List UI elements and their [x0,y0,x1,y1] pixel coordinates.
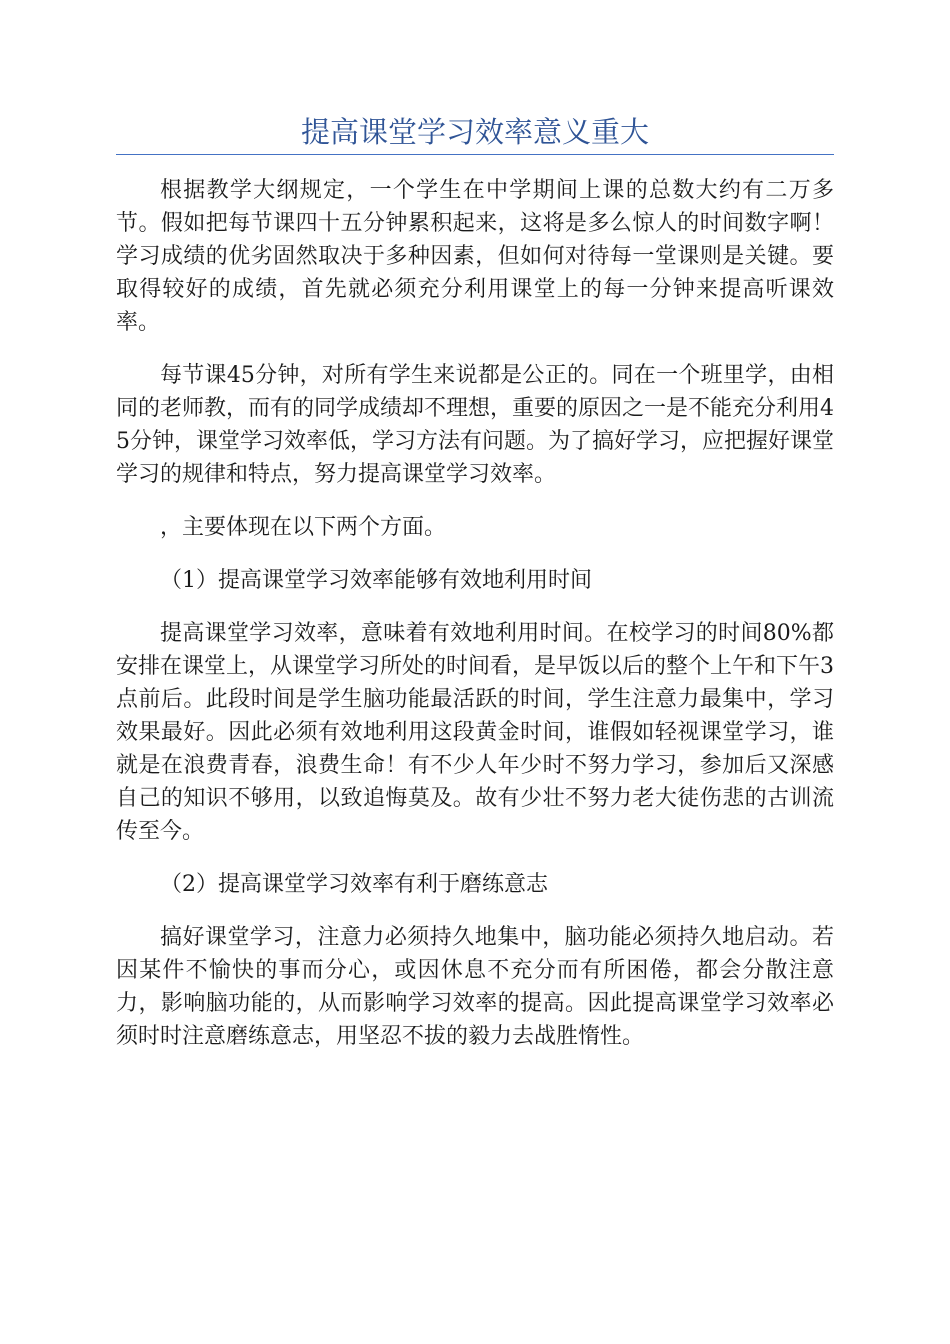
paragraph-use-time: 提高课堂学习效率，意味着有效地利用时间。在校学习的时间80%都安排在课堂上，从课堂学习所处的时间看，是早饭以后的整个上午和下午3点前后。此段时间是学生脑功能最活跃的时间，学生注意力最集中，学习效果最好。因此必须有效地利用这段黄金时间，谁假如轻视课堂学习，谁就是在浪费青春，浪费生命！有不少人年少时不努力学习，参加后又深感自己的知识不够用，以致追悔莫及。故有少壮不努力老大徒伤悲的古训流传至今。 [116,621,834,844]
paragraph-willpower: 搞好课堂学习，注意力必须持久地集中，脑功能必须持久地启动。若因某件不愉快的事而分心，或因休息不充分而有所困倦，都会分散注意力，影响脑功能的，从而影响学习效率的提高。因此提高课堂学习效率必须时时注意磨练意志，用坚忍不拔的毅力去战胜惰性。 [116,925,834,1049]
paragraph-45-minutes: 每节课45分钟，对所有学生来说都是公正的。同在一个班里学，由相同的老师教，而有的同学成绩却不理想，重要的原因之一是不能充分利用45分钟，课堂学习效率低，学习方法有问题。为了搞好学习，应把握好课堂学习的规律和特点，努力提高课堂学习效率。 [116,363,834,487]
document-body [116,174,834,1073]
section-heading-2: （2）提高课堂学习效率有利于磨练意志 [160,872,548,897]
title-underline [116,154,834,155]
paragraph-intro: 根据教学大纲规定，一个学生在中学期间上课的总数大约有二万多节。假如把每节课四十五分钟累积起来，这将是多么惊人的时间数字啊！学习成绩的优劣固然取决于多种因素，但如何对待每一堂课则是关键。要取得较好的成绩，首先就必须充分利用课堂上的每一分钟来提高听课效率。 [116,178,834,335]
section-heading-1: （1）提高课堂学习效率能够有效地利用时间 [160,568,592,593]
paragraph-two-aspects: ，主要体现在以下两个方面。 [160,515,447,540]
document-title: 提高课堂学习效率意义重大 [300,115,649,149]
